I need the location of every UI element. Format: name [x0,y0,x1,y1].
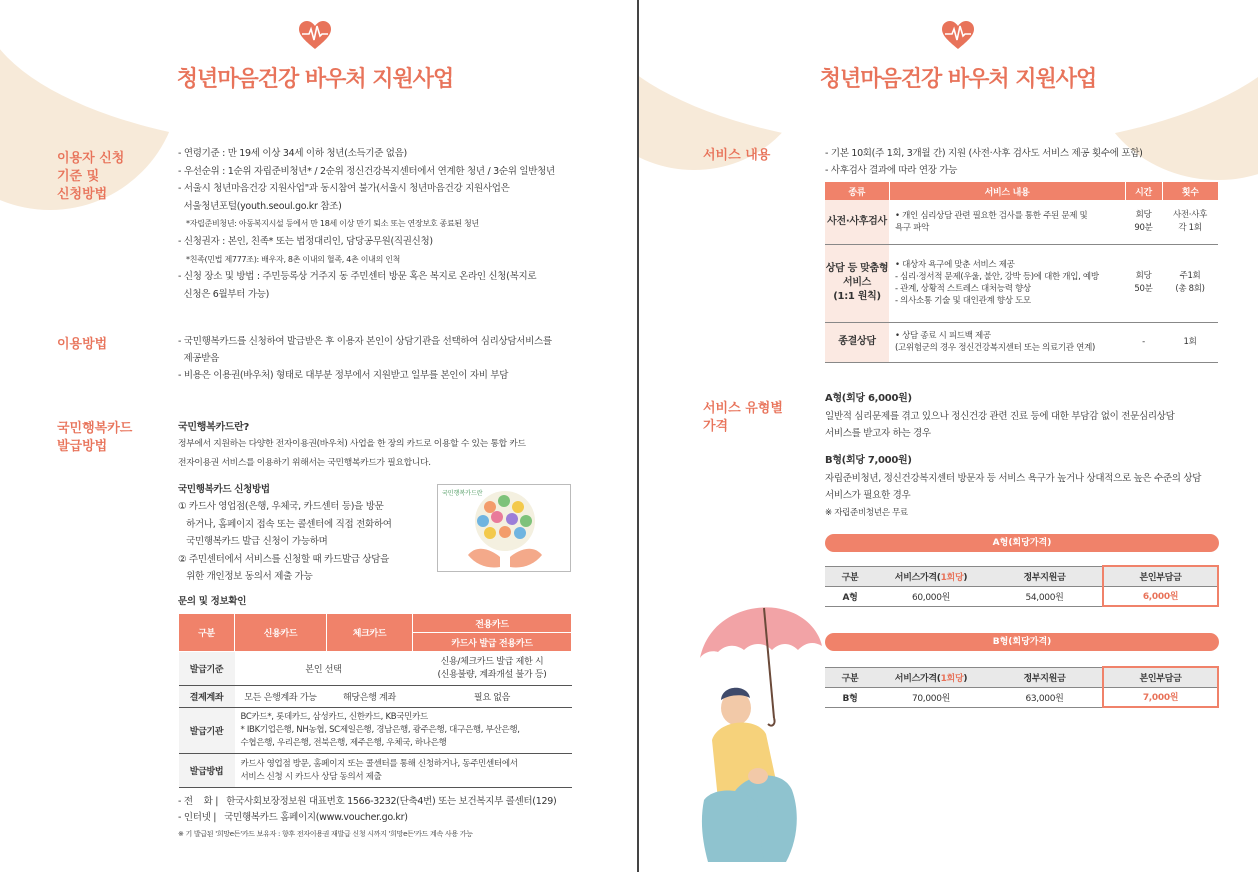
contact-phone: - 전 화 | 한국사회보장정보원 대표번호 1566-3232(단축4번) 또는 보건복지부 콜센터(129) [178,796,557,807]
person-umbrella-illustration [694,600,829,872]
card-desc-1: 정부에서 지원하는 다양한 전자이용권(바우처) 사업을 한 장의 카드로 이용할 수 있는 통합 카드 [178,439,526,449]
happy-card-illustration [437,484,571,572]
table-cell: 사전·사후 각 1회 [1162,200,1218,244]
table-header: 구분 [179,614,235,652]
type-a-pill: A형(회당가격) [825,534,1219,552]
table-header: 본인부담금 [1103,566,1218,586]
table-cell: • 대상자 욕구에 맞춘 서비스 제공 - 심리·정서적 문제(우울, 불안, 강박 등)에 대한 개입, 예방 - 관계, 상황적 스트레스 대처능력 향상 - 의사소통 기술 및 대인관계 향상 도모 [889,244,1125,322]
heart-pulse-icon [298,20,332,50]
row-label: 발급기준 [179,652,235,686]
table-cell: 해당은행 계좌 [327,686,413,708]
section-label-service: 서비스 내용 [703,148,771,163]
type-a-price-table [825,565,1219,607]
inquiry-title: 문의 및 정보확인 [178,596,247,607]
card-question: 국민행복카드란? [178,422,250,433]
page-title: 청년마음건강 바우처 지원사업 [176,67,454,92]
text-line: *친족(민법 제777조): 배우자, 8촌 이내의 혈족, 4촌 이내의 인척 [186,254,401,264]
table-cell: 본인 선택 [235,652,413,686]
text-line: 위한 개인정보 동의서 제출 가능 [178,571,313,582]
text-line: ① 카드사 영업점(은행, 우체국, 카드센터 등)을 방문 [178,501,384,512]
row-label: 발급기관 [179,708,235,754]
price-header: 서비스가격(1회당) [875,667,987,687]
table-header: 서비스 내용 [889,182,1125,200]
type-b-desc: 자립준비청년, 정신건강복지센터 방문자 등 서비스 욕구가 높거나 상대적으로 높은 수준의 상담 서비스가 필요한 경우 [825,473,1202,501]
table-header: 체크카드 [327,614,413,652]
table-cell: 사전·사후검사 [825,200,889,244]
table-cell: 54,000원 [987,586,1103,606]
table-header: 정부지원금 [987,667,1103,687]
table-cell: 카드사 영업점 방문, 홈페이지 또는 콜센터를 통해 신청하거나, 동주민센터에서 서비스 신청 시 카드사 상담 동의서 제출 [235,754,572,788]
text-line: - 신청권자 : 본인, 친족* 또는 법정대리인, 담당공무원(직권신청) [178,236,433,247]
contact-web: - 인터넷 | 국민행복카드 홈페이지(www.voucher.go.kr) [178,812,408,823]
table-cell: - [1125,322,1162,362]
card-how-title: 국민행복카드 신청방법 [178,484,270,495]
table-header: 횟수 [1162,182,1218,200]
type-a-title: A형(회당 6,000원) [825,393,912,404]
table-header: 본인부담금 [1103,667,1218,687]
table-cell: 종결상담 [825,322,889,362]
card-desc-2: 전자이용권 서비스를 이용하기 위해서는 국민행복카드가 필요합니다. [178,458,431,468]
card-comparison-table [178,613,572,788]
table-header: 전용카드 [413,614,572,633]
table-cell: 모든 은행계좌 가능 [235,686,327,708]
table-cell: • 상담 종료 시 피드백 제공 (고위험군의 경우 정신건강복지센터 또는 의료기관 연계) [889,322,1125,362]
right-page [639,0,1258,872]
service-table [825,182,1218,363]
table-cell: 63,000원 [987,687,1103,707]
text-line: - 신청 장소 및 방법 : 주민등록상 거주지 동 주민센터 방문 혹은 복지로 온라인 신청(복지로 [178,271,537,283]
section-label-usage: 이용방법 [57,337,108,352]
table-cell: BC카드*, 롯데카드, 삼성카드, 신한카드, KB국민카드 * IBK기업은행, NH농협, SC제일은행, 경남은행, 광주은행, 대구은행, 부산은행, 수협은행, 우리은행, 전북은행, 제주은행, 우체국, 하나은행 [235,708,572,754]
table-cell: 회당 90분 [1125,200,1162,244]
table-cell: 주1회 (총 8회) [1162,244,1218,322]
type-b-price-table [825,666,1219,708]
footnote: ※ 기 발급된 '희망e든'카드 보유자 : 향후 전자이용권 재발급 신청 시까지 '희망e든'카드 계속 사용 가능 [178,830,473,838]
type-a-desc: 일반적 심리문제를 겪고 있으나 정신건강 관련 진료 등에 대한 부담감 없이 전문심리상담 서비스를 받고자 하는 경우 [825,411,1175,439]
heart-pulse-icon [941,20,975,50]
page-title: 청년마음건강 바우처 지원사업 [819,67,1097,92]
table-cell: 신용/체크카드 발급 제한 시 (신용불량, 계좌개설 불가 등) [413,652,572,686]
table-header: 카드사 발급 전용카드 [413,633,572,652]
table-header: 종류 [825,182,889,200]
table-cell: 회당 50분 [1125,244,1162,322]
table-header: 신용카드 [235,614,327,652]
section-label-price: 서비스 유형별 가격 [703,401,783,434]
table-header: 구분 [825,566,875,586]
text-line: ② 주민센터에서 서비스를 신청할 때 카드발급 상담을 [178,553,389,565]
type-b-pill: B형(회당가격) [825,633,1219,651]
table-cell: 1회 [1162,322,1218,362]
type-b-title: B형(회당 7,000원) [825,455,912,466]
table-header: 정부지원금 [987,566,1103,586]
row-label: 결제계좌 [179,686,235,708]
row-label: 발급방법 [179,754,235,788]
text-line: 서울청년포털(youth.seoul.go.kr 참조) [178,200,342,212]
text-line: - 우선순위 : 1순위 자립준비청년* / 2순위 정신건강복지센터에서 연계한 청년 / 3순위 일반청년 [178,165,555,177]
text-line: - 사후검사 결과에 따라 연장 가능 [825,165,958,176]
text-line: 국민행복카드 발급 신청이 가능하며 [178,536,328,547]
table-cell: 60,000원 [875,586,987,606]
table-cell: • 개인 심리상담 관련 필요한 검사를 통한 주된 문제 및 욕구 파악 [889,200,1125,244]
table-header: 시간 [1125,182,1162,200]
text-line: *자립준비청년: 아동복지시설 등에서 만 18세 이상 만기 퇴소 또는 연장보호 종료된 청년 [186,219,479,229]
text-line: 신청은 6월부터 가능) [178,288,270,300]
card-image-label: 국민행복카드란 [442,490,483,497]
tree-hands-icon [438,485,572,573]
text-line: 하거나, 홈페이지 접속 또는 콜센터에 직접 전화하여 [178,518,392,530]
table-header: 구분 [825,667,875,687]
price-header: 서비스가격(1회당) [875,566,987,586]
table-cell: 7,000원 [1103,687,1218,707]
text-line: - 비용은 이용권(바우처) 형태로 대부분 정부에서 지원받고 일부를 본인이 자비 부담 [178,370,509,381]
table-cell: 6,000원 [1103,586,1218,606]
table-cell: B형 [825,687,875,707]
text-line: - 국민행복카드를 신청하여 발급받은 후 이용자 본인이 상담기관을 선택하여 심리상담서비스를 [178,336,552,347]
text-line: 제공받음 [178,353,219,364]
table-cell: 상담 등 맞춤형 서비스 (1:1 원칙) [825,244,889,322]
section-label-card: 국민행복카드 발급방법 [57,421,133,454]
table-cell: 필요 없음 [413,686,572,708]
section-label-eligibility: 이용자 신청 기준 및 신청방법 [57,151,125,202]
table-cell: 70,000원 [875,687,987,707]
text-line: - 기본 10회(주 1회, 3개월 간) 지원 (사전·사후 검사도 서비스 제공 횟수에 포함) [825,148,1143,159]
text-line: - 연령기준 : 만 19세 이상 34세 이하 청년(소득기준 없음) [178,148,407,159]
note: ※ 자립준비청년은 무료 [825,508,908,518]
text-line: - 서울시 청년마음건강 지원사업"과 동시참여 불가(서울시 청년마음건강 지원사업은 [178,183,510,195]
table-cell: A형 [825,586,875,606]
